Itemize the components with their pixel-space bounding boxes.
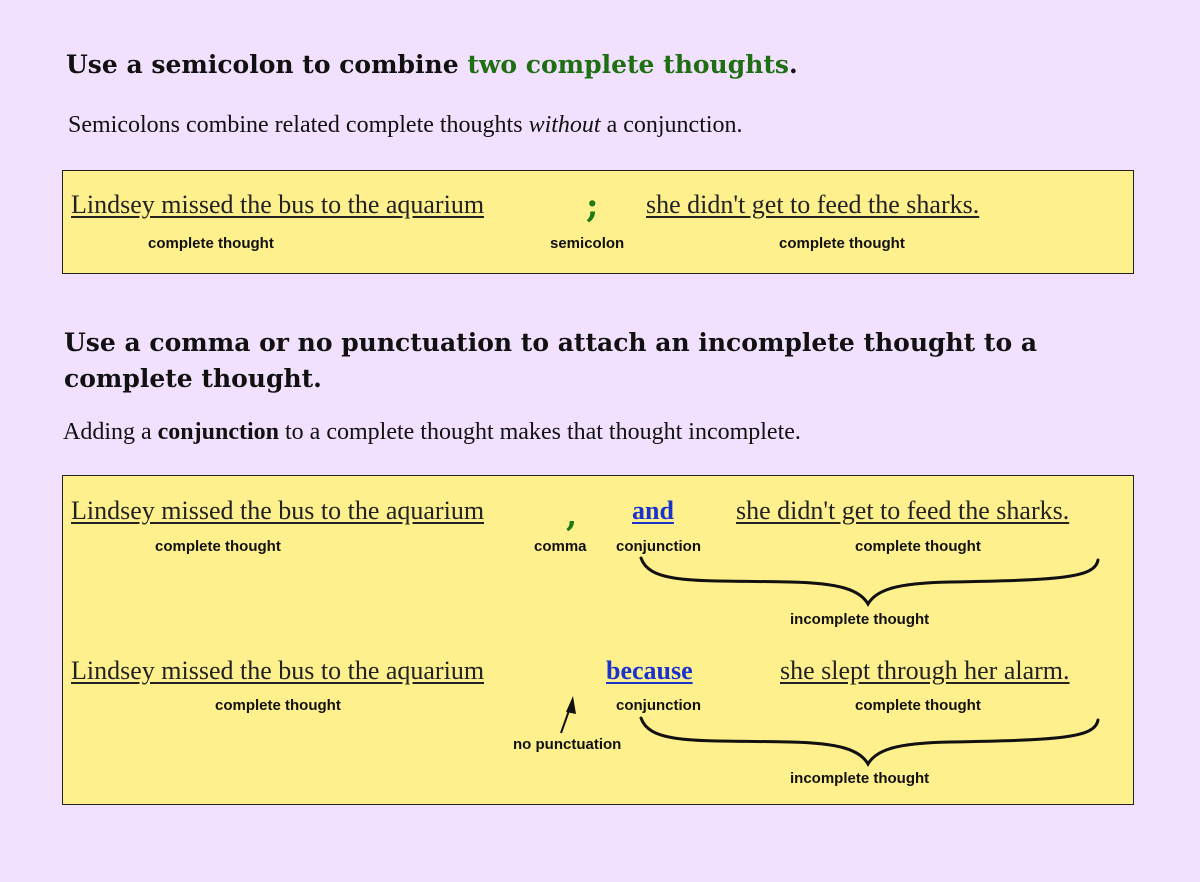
description-text-end: a conjunction.: [600, 112, 743, 138]
heading-line-2: complete thought.: [64, 364, 322, 393]
curly-brace-icon: [641, 558, 1098, 604]
heading-line-1: Use a comma or no punctuation to attach an incomplete thought to a: [64, 328, 1038, 357]
description-bold: conjunction: [157, 419, 280, 445]
label-comma: comma: [534, 538, 587, 555]
clause-complete-1: Lindsey missed the bus to the aquarium: [71, 496, 485, 525]
clause-complete-1: Lindsey missed the bus to the aquarium: [71, 190, 485, 219]
clause-complete-2: she didn't get to feed the sharks.: [646, 190, 980, 219]
conjunction-and: and: [632, 496, 674, 525]
label-complete-thought: complete thought: [148, 235, 274, 252]
label-complete-thought: complete thought: [779, 235, 905, 252]
comma-mark: ,: [566, 496, 578, 534]
clause-complete-2: she didn't get to feed the sharks.: [736, 496, 1070, 525]
label-incomplete-thought: incomplete thought: [790, 770, 930, 787]
arrow-up-icon: [561, 696, 576, 733]
clause-complete-1: Lindsey missed the bus to the aquarium: [71, 656, 485, 685]
label-complete-thought: complete thought: [215, 697, 341, 714]
clause-complete-2: she slept through her alarm.: [780, 656, 1070, 685]
description-text: Adding a: [63, 419, 158, 445]
label-incomplete-thought: incomplete thought: [790, 611, 930, 628]
description-italic: without: [528, 112, 601, 138]
heading-text: Use a semicolon to combine: [66, 50, 468, 79]
label-complete-thought: complete thought: [855, 697, 981, 714]
label-complete-thought: complete thought: [855, 538, 981, 555]
label-conjunction: conjunction: [616, 538, 701, 555]
label-conjunction: conjunction: [616, 697, 701, 714]
description-text-end: to a complete thought makes that thought incomplete.: [279, 419, 801, 445]
conjunction-because: because: [606, 656, 693, 685]
label-semicolon: semicolon: [550, 235, 625, 252]
heading-suffix: .: [789, 50, 798, 79]
heading-highlight: two complete thoughts: [467, 50, 790, 79]
label-complete-thought: complete thought: [155, 538, 281, 555]
curly-brace-icon: [641, 718, 1098, 764]
label-no-punctuation: no punctuation: [513, 736, 622, 753]
description-text: Semicolons combine related complete thoughts: [68, 112, 529, 138]
semicolon-mark: ;: [586, 186, 599, 226]
